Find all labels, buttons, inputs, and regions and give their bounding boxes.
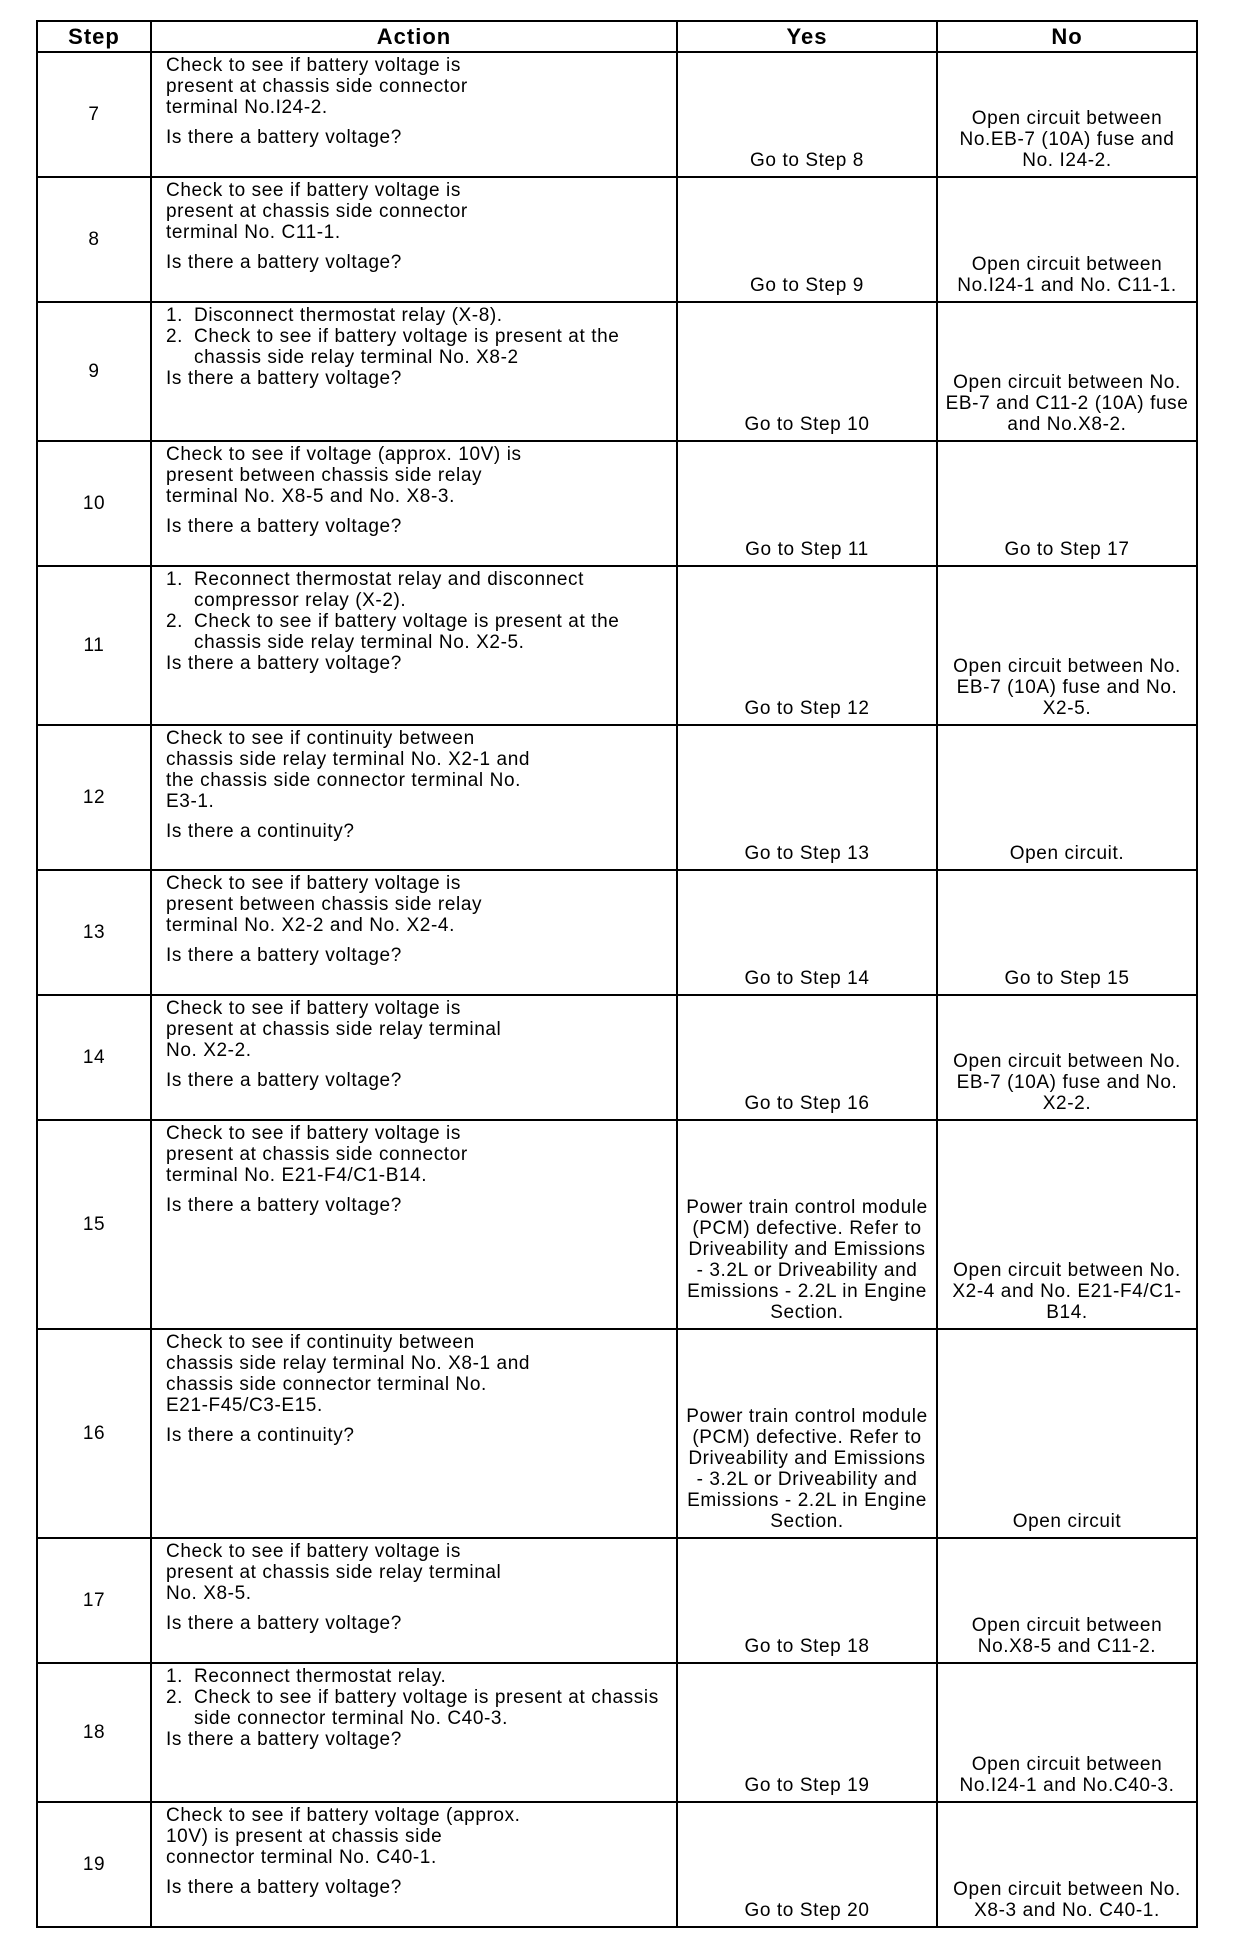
table-header-row: [37, 21, 1197, 52]
action-line: No. X8-5.: [166, 1583, 252, 1604]
action-question: Is there a battery voltage?: [166, 252, 402, 273]
yes-cell: Power train control module (PCM) defective. Refer to Driveability and Emissions - 3.2L or Driveability and Emissions - 2.2L in Engine Section.: [677, 1329, 937, 1538]
action-cell: [151, 1120, 677, 1329]
action-cell: [151, 1538, 677, 1663]
action-question: Is there a battery voltage?: [166, 1613, 402, 1634]
action-line: chassis side connector terminal No.: [166, 1374, 487, 1395]
action-list-item: 2. Check to see if battery voltage is present at the chassis side relay terminal No. X2-5.: [166, 611, 620, 653]
action-line: Check to see if continuity between: [166, 1332, 475, 1353]
header-action: Action: [151, 21, 677, 52]
action-question: Is there a battery voltage?: [166, 653, 402, 674]
action-line: Check to see if continuity between: [166, 728, 475, 749]
step-number: 16: [37, 1329, 151, 1538]
action-line: Check to see if battery voltage is: [166, 998, 461, 1019]
action-cell: [151, 566, 677, 725]
action-line: present at chassis side connector: [166, 201, 468, 222]
action-cell: [151, 177, 677, 302]
action-line: 10V) is present at chassis side: [166, 1826, 443, 1847]
table-row: [37, 177, 1197, 302]
action-line: Check to see if battery voltage (approx.: [166, 1805, 521, 1826]
table-row: [37, 566, 1197, 725]
action-question: Is there a continuity?: [166, 821, 355, 842]
action-cell: [151, 1802, 677, 1927]
action-line: E21-F45/C3-E15.: [166, 1395, 323, 1416]
action-question: Is there a battery voltage?: [166, 1195, 402, 1216]
troubleshooting-table-container: [36, 20, 1196, 1928]
no-cell: Open circuit between No. X8-3 and No. C40-1.: [937, 1802, 1197, 1927]
action-line: Check to see if voltage (approx. 10V) is: [166, 444, 522, 465]
no-cell: Go to Step 17: [937, 441, 1197, 566]
action-cell: [151, 1329, 677, 1538]
action-question: Is there a battery voltage?: [166, 516, 402, 537]
action-line: Check to see if battery voltage is: [166, 55, 461, 76]
yes-cell: Go to Step 13: [677, 725, 937, 870]
yes-cell: Go to Step 8: [677, 52, 937, 177]
action-line: present at chassis side relay terminal: [166, 1562, 502, 1583]
header-step: Step: [37, 21, 151, 52]
no-cell: Open circuit between No.EB-7 (10A) fuse and No. I24-2.: [937, 52, 1197, 177]
no-cell: Open circuit between No.I24-1 and No.C40-3.: [937, 1663, 1197, 1802]
action-line: present between chassis side relay: [166, 465, 483, 486]
step-number: 18: [37, 1663, 151, 1802]
yes-cell: Go to Step 16: [677, 995, 937, 1120]
table-row: [37, 870, 1197, 995]
action-cell: [151, 302, 677, 441]
action-cell: [151, 52, 677, 177]
step-number: 8: [37, 177, 151, 302]
step-number: 9: [37, 302, 151, 441]
action-line: terminal No. X2-2 and No. X2-4.: [166, 915, 455, 936]
step-number: 7: [37, 52, 151, 177]
yes-cell: Go to Step 9: [677, 177, 937, 302]
action-line: Check to see if battery voltage is: [166, 1123, 461, 1144]
action-question: Is there a battery voltage?: [166, 127, 402, 148]
header-no: No: [937, 21, 1197, 52]
action-question: Is there a battery voltage?: [166, 1877, 402, 1898]
action-cell: [151, 441, 677, 566]
action-question: Is there a battery voltage?: [166, 945, 402, 966]
step-number: 14: [37, 995, 151, 1120]
table-row: [37, 52, 1197, 177]
action-line: terminal No. C11-1.: [166, 222, 341, 243]
yes-cell: Go to Step 10: [677, 302, 937, 441]
yes-cell: Go to Step 11: [677, 441, 937, 566]
no-cell: Open circuit.: [937, 725, 1197, 870]
action-question: Is there a continuity?: [166, 1425, 355, 1446]
action-question: Is there a battery voltage?: [166, 1070, 402, 1091]
step-number: 12: [37, 725, 151, 870]
yes-cell: Power train control module (PCM) defective. Refer to Driveability and Emissions - 3.2L or Driveability and Emissions - 2.2L in Engine Section.: [677, 1120, 937, 1329]
yes-cell: Go to Step 20: [677, 1802, 937, 1927]
step-number: 11: [37, 566, 151, 725]
action-line: the chassis side connector terminal No.: [166, 770, 521, 791]
action-line: No. X2-2.: [166, 1040, 252, 1061]
table-row: [37, 1538, 1197, 1663]
action-list-item: 2. Check to see if battery voltage is present at chassis side connector terminal No. C40-3.: [166, 1687, 659, 1729]
step-number: 15: [37, 1120, 151, 1329]
action-line: E3-1.: [166, 791, 215, 812]
step-number: 10: [37, 441, 151, 566]
table-row: [37, 1663, 1197, 1802]
no-cell: Open circuit between No. EB-7 (10A) fuse and No. X2-5.: [937, 566, 1197, 725]
action-cell: [151, 870, 677, 995]
no-cell: Open circuit between No. EB-7 (10A) fuse and No. X2-2.: [937, 995, 1197, 1120]
no-cell: Open circuit: [937, 1329, 1197, 1538]
yes-cell: Go to Step 14: [677, 870, 937, 995]
action-list-item: 1. Disconnect thermostat relay (X-8).: [166, 305, 503, 326]
yes-cell: Go to Step 12: [677, 566, 937, 725]
action-list-item: 1. Reconnect thermostat relay and disconnect compressor relay (X-2).: [166, 569, 585, 611]
action-line: terminal No. X8-5 and No. X8-3.: [166, 486, 455, 507]
no-cell: Open circuit between No.I24-1 and No. C11-1.: [937, 177, 1197, 302]
table-row: [37, 441, 1197, 566]
action-cell: [151, 995, 677, 1120]
action-line: present at chassis side connector: [166, 1144, 468, 1165]
yes-cell: Go to Step 18: [677, 1538, 937, 1663]
step-number: 13: [37, 870, 151, 995]
action-line: chassis side relay terminal No. X2-1 and: [166, 749, 531, 770]
table-row: [37, 302, 1197, 441]
no-cell: Open circuit between No. X2-4 and No. E21-F4/C1-B14.: [937, 1120, 1197, 1329]
action-line: present between chassis side relay: [166, 894, 483, 915]
action-cell: [151, 725, 677, 870]
action-line: terminal No.I24-2.: [166, 97, 328, 118]
table-row: [37, 1120, 1197, 1329]
action-list-item: 2. Check to see if battery voltage is present at the chassis side relay terminal No. X8-2: [166, 326, 620, 368]
step-number: 17: [37, 1538, 151, 1663]
table-row: [37, 725, 1197, 870]
action-line: Check to see if battery voltage is: [166, 1541, 461, 1562]
action-line: connector terminal No. C40-1.: [166, 1847, 437, 1868]
table-row: [37, 1329, 1197, 1538]
action-line: terminal No. E21-F4/C1-B14.: [166, 1165, 428, 1186]
table-row: [37, 1802, 1197, 1927]
step-number: 19: [37, 1802, 151, 1927]
action-line: Check to see if battery voltage is: [166, 180, 461, 201]
header-yes: Yes: [677, 21, 937, 52]
action-list-item: 1. Reconnect thermostat relay.: [166, 1666, 447, 1687]
no-cell: Open circuit between No.X8-5 and C11-2.: [937, 1538, 1197, 1663]
troubleshooting-table: [36, 20, 1198, 1928]
yes-cell: Go to Step 19: [677, 1663, 937, 1802]
action-question: Is there a battery voltage?: [166, 368, 402, 389]
action-question: Is there a battery voltage?: [166, 1729, 402, 1750]
action-cell: [151, 1663, 677, 1802]
action-line: Check to see if battery voltage is: [166, 873, 461, 894]
no-cell: Go to Step 15: [937, 870, 1197, 995]
table-row: [37, 995, 1197, 1120]
no-cell: Open circuit between No. EB-7 and C11-2 (10A) fuse and No.X8-2.: [937, 302, 1197, 441]
action-line: present at chassis side connector: [166, 76, 468, 97]
action-line: present at chassis side relay terminal: [166, 1019, 502, 1040]
action-line: chassis side relay terminal No. X8-1 and: [166, 1353, 531, 1374]
